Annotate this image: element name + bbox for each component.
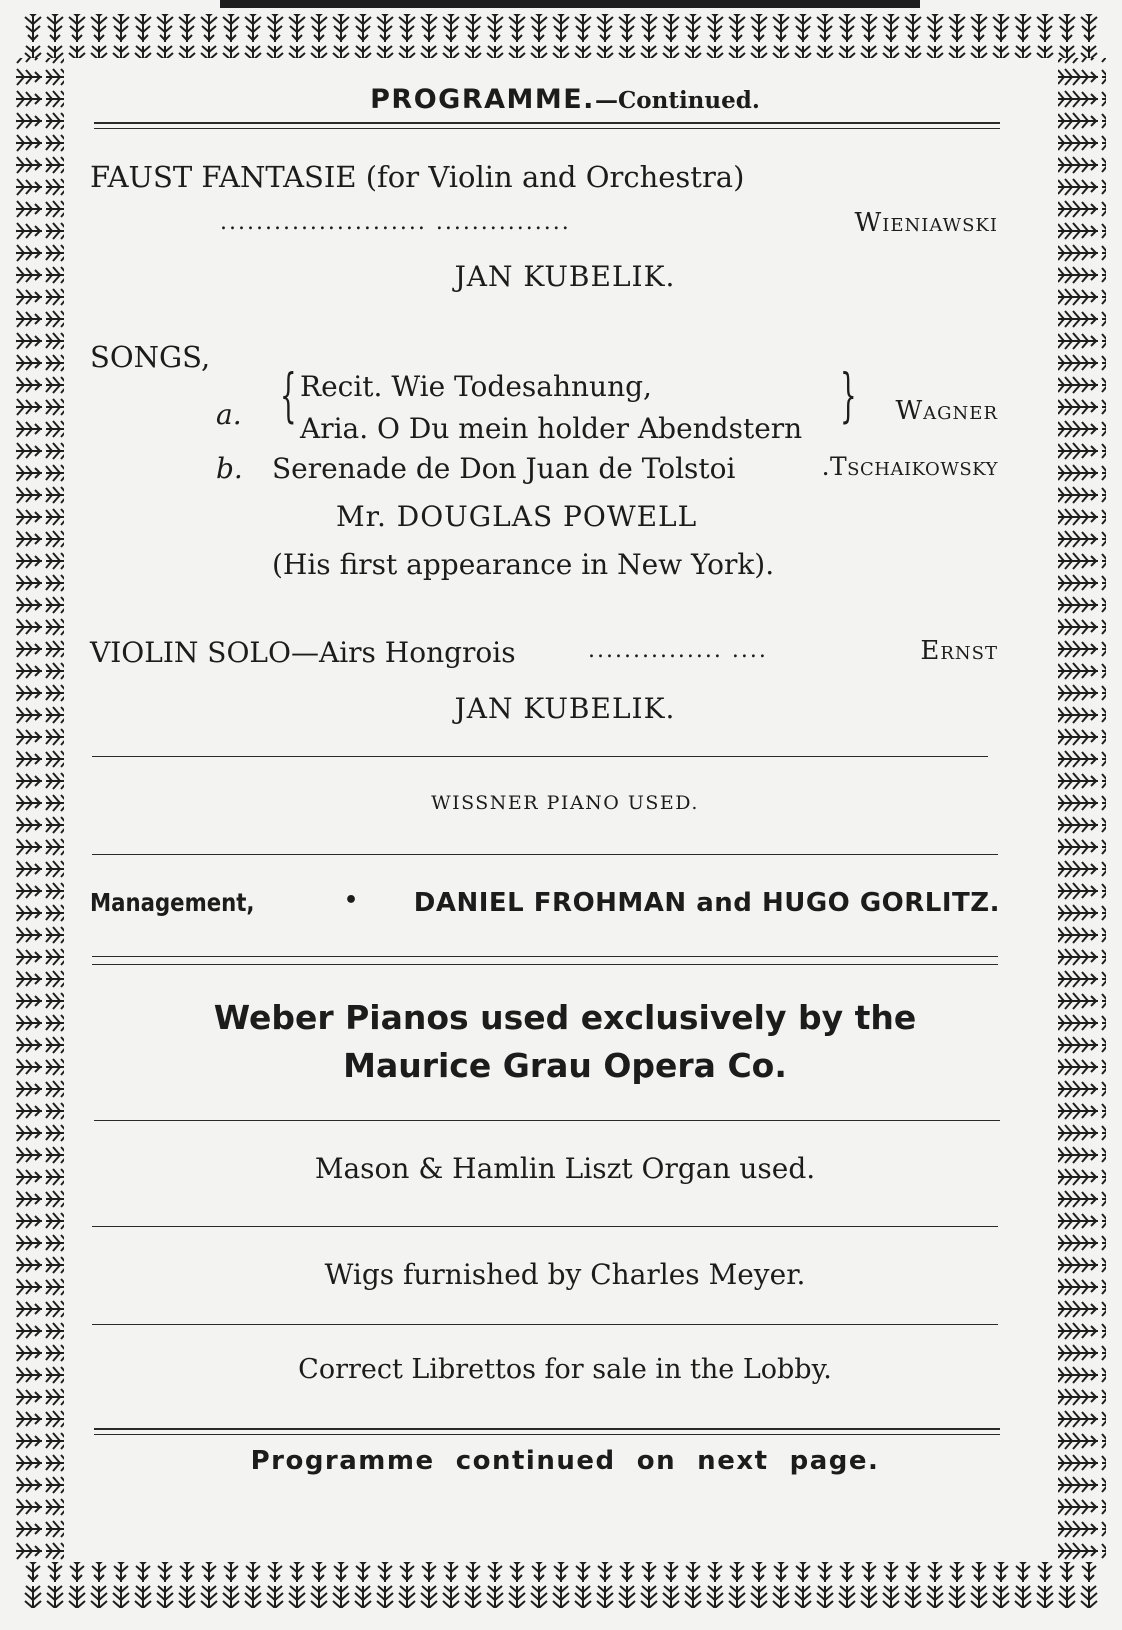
- song-a-composer: Wagner: [895, 396, 998, 426]
- violin-solo-title: VIOLIN SOLO—Airs Hongrois: [90, 636, 516, 669]
- weber-notice-line1: [92, 998, 1038, 1037]
- divider-3a: [92, 956, 998, 957]
- management-separator: •: [344, 888, 359, 913]
- song-b-composer: .Tschaikowsky: [821, 452, 998, 481]
- programme-content: [92, 70, 1038, 1540]
- song-b-title: Serenade de Don Juan de Tolstoi: [272, 452, 736, 485]
- violin-solo-leader: ............... ....: [588, 638, 768, 663]
- songs-performer: Mr. DOUGLAS POWELL: [336, 500, 698, 533]
- faust-composer: Wieniawski: [854, 208, 998, 238]
- footer-rule-bottom: [94, 1434, 1000, 1435]
- song-a-right-brace: }: [840, 361, 857, 429]
- divider-5: [92, 1226, 998, 1227]
- song-b-marker: b.: [216, 452, 243, 485]
- wigs-notice: Wigs furnished by Charles Meyer.: [324, 1258, 806, 1291]
- faust-leader: ....................... ...............: [220, 210, 571, 235]
- continued-next-page: Programme continued on next page.: [250, 1446, 880, 1476]
- header-rule-top: [94, 122, 1000, 124]
- song-a-line2: Aria. O Du mein holder Abendstern: [300, 412, 803, 445]
- programme-heading: [92, 84, 1038, 115]
- weber-notice-line2: [92, 1046, 1038, 1085]
- violin-solo-performer: JAN KUBELIK.: [454, 692, 676, 725]
- header-rule-bottom: [94, 128, 1000, 129]
- footer-rule-top: [94, 1428, 1000, 1430]
- faust-performer: JAN KUBELIK.: [454, 260, 676, 293]
- songs-title: SONGS,: [90, 340, 211, 374]
- divider-2: [92, 854, 998, 855]
- divider-1: [92, 756, 988, 757]
- song-a-marker: a.: [216, 398, 242, 431]
- wissner-notice: WISSNER PIANO USED.: [431, 792, 699, 814]
- faust-title: FAUST FANTASIE (for Violin and Orchestra): [90, 160, 745, 194]
- songs-note: (His first appearance in New York).: [272, 548, 775, 581]
- divider-6: [92, 1324, 998, 1325]
- libretto-notice: Correct Librettos for sale in the Lobby.: [298, 1354, 832, 1385]
- divider-3b: [92, 964, 998, 965]
- weber-line2-text: Maurice Grau Opera Co.: [343, 1046, 787, 1085]
- mason-hamlin-notice: Mason & Hamlin Liszt Organ used.: [314, 1152, 816, 1185]
- programme-title: PROGRAMME.: [370, 84, 595, 115]
- divider-4: [94, 1120, 1000, 1121]
- weber-line1-text: Weber Pianos used exclusively by the: [213, 998, 917, 1037]
- song-a-line1: Recit. Wie Todesahnung,: [300, 370, 652, 403]
- song-a-left-brace: {: [280, 361, 297, 429]
- violin-solo-composer: Ernst: [920, 636, 998, 666]
- programme-continued: —Continued.: [594, 87, 760, 114]
- management-names: DANIEL FROHMAN and HUGO GORLITZ.: [413, 888, 1000, 918]
- management-label: Management,: [90, 888, 255, 917]
